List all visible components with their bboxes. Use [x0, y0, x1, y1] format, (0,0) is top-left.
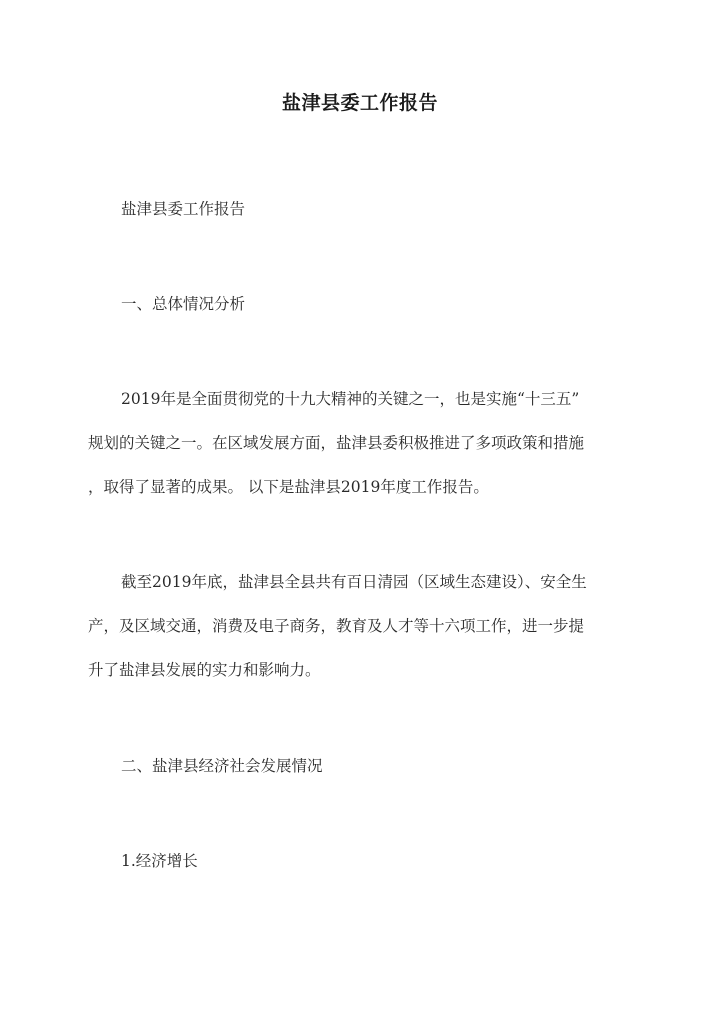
- paragraph-1-line-3: ，取得了显著的成果。 以下是盐津县2019年度工作报告。: [88, 478, 489, 496]
- paragraph-1-line-1: 2019年是全面贯彻党的十九大精神的关键之一，也是实施“十三五”: [121, 390, 580, 408]
- paragraph-2-line-2: 产，及区域交通，消费及电子商务，教育及人才等十六项工作，进一步提: [88, 617, 585, 635]
- document-title: 盐津县委工作报告: [281, 92, 438, 114]
- paragraph-1-line-2: 规划的关键之一。在区域发展方面，盐津县委积极推进了多项政策和措施: [88, 434, 585, 452]
- document-subtitle: 盐津县委工作报告: [121, 200, 246, 218]
- subsection-heading-growth: 1.经济增长: [121, 852, 198, 870]
- section-heading-economy: 二、盐津县经济社会发展情况: [121, 757, 323, 775]
- section-heading-overview: 一、总体情况分析: [121, 295, 246, 313]
- paragraph-2-line-1: 截至2019年底，盐津县全县共有百日清园（区域生态建设）、安全生: [121, 573, 587, 591]
- paragraph-2-line-3: 升了盐津县发展的实力和影响力。: [88, 661, 321, 679]
